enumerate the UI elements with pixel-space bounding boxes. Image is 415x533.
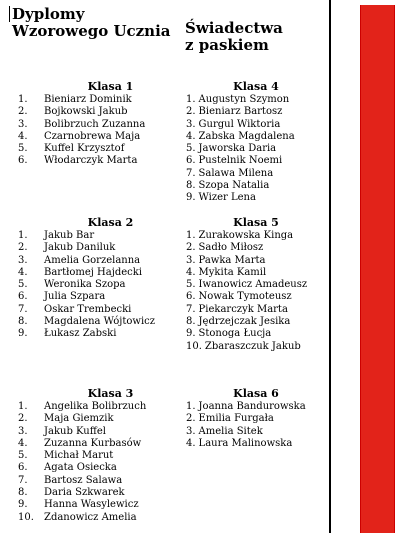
student-number: 6. [18,291,28,303]
student-number: 3. [186,425,196,437]
student-item [18,255,183,267]
student-item [18,242,183,254]
decorative-red-bar [360,5,395,533]
student-number: 7. [186,167,196,179]
student-name: Czarnobrewa Maja [44,130,141,142]
student-name: Pustelnik Noemi [198,155,283,167]
student-list [18,94,183,168]
student-number: 4. [18,266,28,278]
student-number: 8. [18,487,28,499]
student-item [186,155,326,167]
student-number: 3. [18,118,28,130]
student-name: Zuzanna Kurbasów [44,437,142,449]
student-item [186,131,326,143]
student-name: Weronika Szopa [44,279,126,291]
student-item [18,462,183,474]
student-list [18,230,183,341]
student-number: 2. [186,242,196,254]
student-name: Wizer Lena [198,192,256,204]
heading-diplomas-line-2: Wzorowego Ucznia [12,22,171,40]
student-number: 7. [18,303,28,315]
student-item [18,316,183,328]
student-item [186,180,326,192]
student-item [186,291,326,303]
heading-certificates-line-2: z paskiem [185,36,269,54]
page-divider-line [329,0,331,533]
student-name: Mykita Kamil [198,266,267,278]
student-name: Stonoga Łucja [198,328,272,340]
student-number: 3. [186,254,196,266]
student-item [18,328,183,340]
student-name: Sadło Miłosz [198,242,264,254]
student-item [186,106,326,118]
student-name: Zabska Magdalena [198,130,295,142]
student-number: 1. [18,94,28,105]
student-number: 4. [18,130,28,142]
student-item [18,304,183,316]
student-number: 6. [18,155,28,167]
student-number: 7. [18,474,28,486]
heading-certificates-line-1: Świadectwa [185,19,283,37]
student-name: Pawka Marta [198,254,266,266]
student-name: Zdanowicz Amelia [44,511,137,523]
student-item [186,426,326,438]
student-item [18,401,183,413]
student-item [186,304,326,316]
student-number: 9. [186,328,196,340]
class-block-1 [18,80,183,168]
heading-diplomas-line-1: Dyplomy [12,5,85,23]
class-title: Klasa 5 [233,216,279,229]
student-name: Gurgul Wiktoria [198,118,281,130]
student-number: 1. [18,230,28,241]
student-item [18,143,183,155]
student-name: Julia Szpara [44,291,106,303]
class-title: Klasa 4 [233,80,279,93]
student-number: 3. [18,425,28,437]
student-name: Augustyn Szymon [198,94,290,105]
student-number: 8. [18,316,28,328]
student-item [186,328,326,340]
student-number: 6. [186,155,196,167]
student-number: 4. [186,266,196,278]
student-item [186,230,326,242]
text-cursor [9,6,10,22]
student-name: Bolibrzuch Zuzanna [44,118,146,130]
student-number: 10. [18,511,34,523]
student-name: Magdalena Wójtowicz [44,316,156,328]
student-name: Joanna Bandurowska [198,401,306,412]
student-item [18,279,183,291]
student-number: 2. [186,413,196,425]
student-item [18,438,183,450]
student-name: Jakub Bar [44,230,95,241]
student-number: 10. [186,340,202,352]
student-number: 6. [18,462,28,474]
student-item [18,499,183,511]
class-block-3 [18,387,183,524]
student-name: Zurakowska Kinga [198,230,294,241]
student-name: Piekarczyk Marta [198,303,288,315]
student-name: Włodarczyk Marta [44,155,138,167]
student-item [18,230,183,242]
student-item [186,341,326,353]
student-name: Bieniarz Bartosz [198,106,283,118]
student-item [186,279,326,291]
student-name: Amelia Gorzelanna [44,254,141,266]
student-number: 6. [186,291,196,303]
class-title: Klasa 3 [87,387,134,400]
student-item [186,316,326,328]
student-item [186,401,326,413]
student-number: 5. [186,279,196,291]
student-name: Kuffel Krzysztof [44,143,125,155]
student-name: Jakub Daniluk [44,242,116,254]
student-item [18,487,183,499]
student-name: Nowak Tymoteusz [198,291,292,303]
student-number: 2. [18,106,28,118]
student-number: 4. [186,130,196,142]
student-name: Agata Osiecka [44,462,117,474]
student-number: 8. [186,180,196,192]
student-number: 7. [186,303,196,315]
student-list [186,230,326,353]
student-name: Szopa Natalia [198,180,270,192]
student-name: Jędrzejczak Jesika [198,316,291,328]
student-number: 3. [186,118,196,130]
student-number: 9. [186,192,196,204]
student-item [186,267,326,279]
student-item [18,291,183,303]
student-number: 9. [18,328,28,340]
student-name: Bieniarz Dominik [44,94,132,105]
student-item [18,426,183,438]
student-number: 8. [186,316,196,328]
student-item [186,255,326,267]
class-block-2 [18,216,183,341]
student-number: 5. [18,143,28,155]
student-number: 2. [18,413,28,425]
student-name: Bartłomej Hajdecki [44,266,143,278]
student-item [18,119,183,131]
student-number: 5. [18,450,28,462]
student-number: 2. [18,242,28,254]
student-number: 2. [186,106,196,118]
student-item [18,131,183,143]
student-item [186,168,326,180]
student-item [18,475,183,487]
student-item [18,413,183,425]
student-name: Bartosz Salawa [44,474,123,486]
student-item [18,450,183,462]
student-name: Oskar Trembecki [44,303,132,315]
class-title: Klasa 1 [87,80,134,93]
student-list [186,94,326,205]
heading-diplomas [12,6,171,40]
class-block-5 [186,216,326,353]
class-block-6 [186,387,326,450]
student-item [18,512,183,524]
student-name: Jaworska Daria [198,143,277,155]
student-name: Laura Malinowska [198,437,293,449]
student-number: 1. [186,401,196,412]
student-name: Michał Marut [44,450,114,462]
student-name: Jakub Kuffel [44,425,106,437]
heading-certificates [185,20,283,54]
student-number: 4. [186,437,196,449]
student-name: Bojkowski Jakub [44,106,128,118]
student-item [186,192,326,204]
student-name: Emilia Furgała [198,413,274,425]
student-item [186,94,326,106]
student-name: Hanna Wasylewicz [44,499,139,511]
student-number: 4. [18,437,28,449]
student-number: 1. [186,230,196,241]
class-title: Klasa 2 [87,216,134,229]
class-block-4 [186,80,326,205]
student-number: 1. [186,94,196,105]
student-list [186,401,326,450]
student-number: 5. [18,279,28,291]
student-name: Angelika Bolibrzuch [44,401,147,412]
student-number: 1. [18,401,28,412]
student-name: Amelia Sitek [198,425,263,437]
student-name: Iwanowicz Amadeusz [198,279,308,291]
student-item [18,106,183,118]
student-item [186,413,326,425]
class-title: Klasa 6 [233,387,279,400]
student-name: Daria Szkwarek [44,487,125,499]
student-item [18,267,183,279]
student-item [186,143,326,155]
student-name: Maja Giemzik [44,413,114,425]
student-number: 3. [18,254,28,266]
student-list [18,401,183,524]
student-item [186,242,326,254]
student-number: 9. [18,499,28,511]
student-number: 5. [186,143,196,155]
student-item [186,438,326,450]
student-name: Łukasz Zabski [44,328,117,340]
student-item [18,155,183,167]
student-name: Zbaraszczuk Jakub [204,340,301,352]
student-item [186,119,326,131]
student-name: Salawa Milena [198,167,274,179]
student-item [18,94,183,106]
